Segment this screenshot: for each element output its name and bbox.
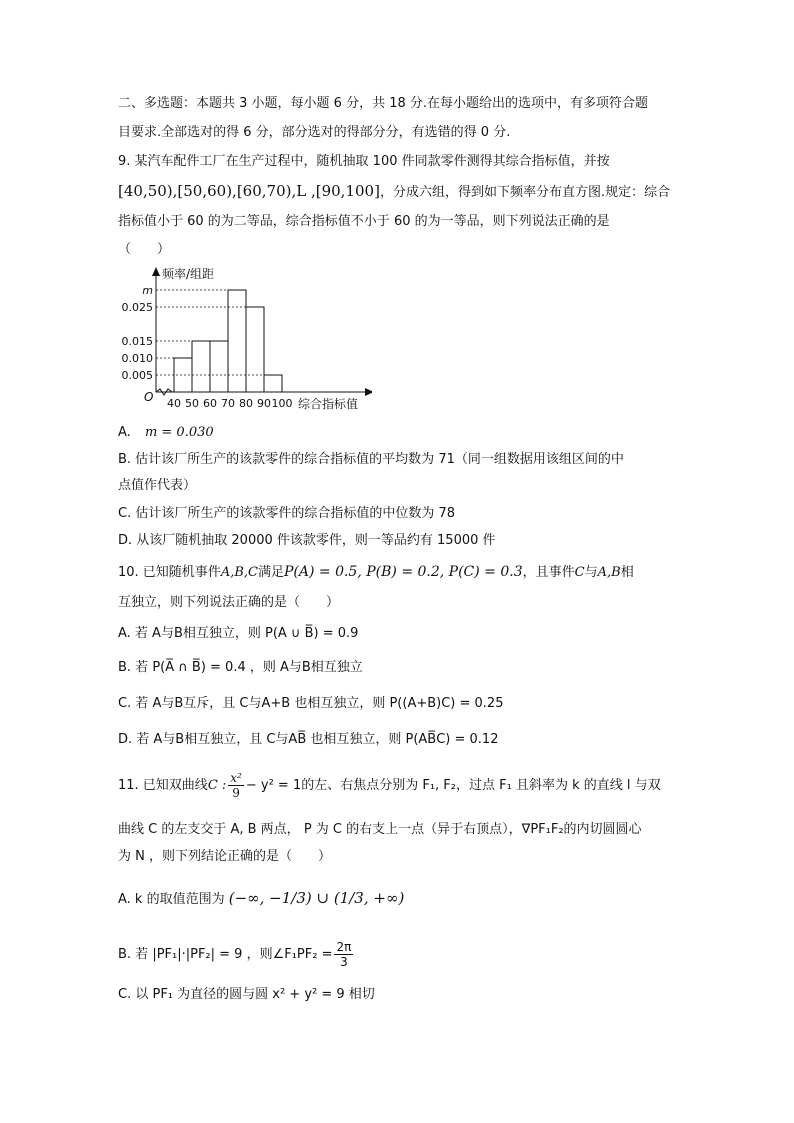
x-tick-label-1: 40	[167, 397, 181, 410]
histogram-bar-4	[228, 290, 246, 392]
y-tick-label-1: 0.005	[121, 369, 153, 382]
section-header-line-1: 二、多选题：本题共 3 小题，每小题 6 分，共 18 分.在每小题给出的选项中，有多项符合题	[118, 96, 649, 111]
q10-line-1-i: 相	[620, 565, 634, 580]
histogram-bar-2	[192, 341, 210, 392]
x-tick-label-6: 90	[257, 397, 271, 410]
q10-line-1-a: 10. 已知随机事件	[118, 565, 221, 580]
q10-events-ab: A,B	[597, 565, 621, 580]
q10-option-a: A. 若 A与B相互独立，则 P(A ∪ B̅) = 0.9	[118, 626, 359, 641]
q11-line-1	[118, 771, 661, 800]
x-tick-label-4: 70	[221, 397, 235, 410]
q10-option-c: C. 若 A与B互斥，且 C与A+B 也相互独立，则 P((A+B)C) = 0.25	[118, 696, 504, 711]
x-tick-label-2: 50	[185, 397, 199, 410]
q11-line-3: 为 N ，则下列结论正确的是（ ）	[118, 849, 331, 864]
q11-option-a-range: (−∞, −1/3) ∪ (1/3, +∞)	[228, 889, 405, 907]
q11-option-b-numerator: 2π	[336, 940, 352, 954]
q10-option-d: D. 若 A与B相互独立，且 C与AB̅ 也相互独立，则 P(AB̅C) = 0.12	[118, 732, 499, 747]
q9-option-b-line-1: B. 估计该厂所生产的该款零件的综合指标值的平均数为 71（同一组数据用该组区间的中	[118, 452, 624, 467]
q11-line-1-a: 11. 已知双曲线	[118, 778, 208, 793]
q9-paren: （ ）	[118, 242, 171, 257]
x-tick-label-5: 80	[239, 397, 253, 410]
q9-option-d: D. 从该厂随机抽取 20000 件该款零件，则一等品约有 15000 件	[118, 533, 496, 548]
q11-fraction-denominator: 9	[232, 786, 240, 800]
section-header-line-2: 目要求.全部选对的得 6 分，部分选对的得部分分，有选错的得 0 分.	[118, 125, 511, 140]
q9-option-a-math: m = 0.030	[144, 425, 214, 440]
y-tick-label-2: 0.010	[121, 352, 153, 365]
q10-line-1-e: ，且事件	[522, 565, 575, 580]
q10-event-c: C	[574, 565, 585, 580]
y-tick-label-4: 0.025	[121, 301, 153, 314]
y-axis-arrow	[152, 267, 160, 276]
q11-option-b-denominator: 3	[340, 955, 348, 969]
q11-fraction	[228, 771, 244, 800]
q9-option-c: C. 估计该厂所生产的该款零件的综合指标值的中位数为 78	[118, 506, 456, 521]
x-tick-label-7: 100	[271, 397, 293, 410]
histogram-bar-5	[246, 307, 264, 392]
y-tick-label-3: 0.015	[121, 335, 153, 348]
histogram-bar-3	[210, 341, 228, 392]
q11-fraction-numerator: x²	[230, 771, 242, 785]
q10-events: A,B,C	[220, 565, 258, 580]
q11-option-b	[118, 940, 355, 969]
x-tick-label-3: 60	[203, 397, 217, 410]
x-axis-title: 综合指标值	[298, 397, 359, 411]
q11-line-2: 曲线 C 的左支交于 A, B 两点， P 为 C 的右支上一点（异于右顶点），∇PF₁F₂的内切圆圆心	[118, 822, 642, 837]
q9-line-1: 9. 某汽车配件工厂在生产过程中，随机抽取 100 件同款零件测得其综合指标值，并按	[118, 154, 610, 169]
q11-line-1-c: − y² = 1的左、右焦点分别为 F₁, F₂，过点 F₁ 且斜率为 k 的直线 l 与双	[245, 778, 661, 793]
q10-line-1-c: 满足	[257, 565, 284, 580]
q9-option-a	[118, 424, 214, 442]
q11-option-c: C. 以 PF₁ 为直径的圆与圆 x² + y² = 9 相切	[118, 987, 375, 1002]
q11-option-b-text: B. 若 |PF₁|·|PF₂| = 9 ，则∠F₁PF₂ =	[118, 947, 333, 962]
y-tick-label-5: m	[142, 284, 153, 297]
q9-option-a-prefix: A.	[118, 425, 131, 440]
q11-option-b-fraction	[334, 940, 353, 969]
q9-option-b-line-2: 点值作代表）	[118, 478, 197, 493]
q9-line-3: 指标值小于 60 的为二等品，综合指标值不小于 60 的为一等品，则下列说法正确的是	[118, 214, 610, 229]
q10-line-2: 互独立，则下列说法正确的是（ ）	[118, 595, 340, 610]
q11-option-a-text: A. k 的取值范围为	[118, 892, 225, 907]
frequency-histogram	[112, 262, 372, 422]
origin-label: O	[144, 390, 154, 404]
q10-line-1-g: 与	[584, 565, 598, 580]
q11-option-a	[118, 889, 404, 909]
q9-intervals: [40,50),[50,60),[60,70),L ,[90,100]	[118, 182, 380, 200]
q10-line-1	[118, 563, 634, 582]
q9-line-2	[118, 182, 670, 202]
q10-option-b: B. 若 P(A̅ ∩ B̅) = 0.4 ，则 A与B相互独立	[118, 660, 363, 675]
y-axis-title: 频率/组距	[162, 267, 215, 281]
q10-probabilities: P(A) = 0.5, P(B) = 0.2, P(C) = 0.3	[283, 564, 523, 580]
q9-line-2-rest: ，分成六组，得到如下频率分布直方图.规定：综合	[379, 185, 671, 200]
x-axis-arrow	[365, 388, 372, 396]
histogram-bar-6	[264, 375, 282, 392]
q11-curve-name: C :	[207, 778, 227, 793]
